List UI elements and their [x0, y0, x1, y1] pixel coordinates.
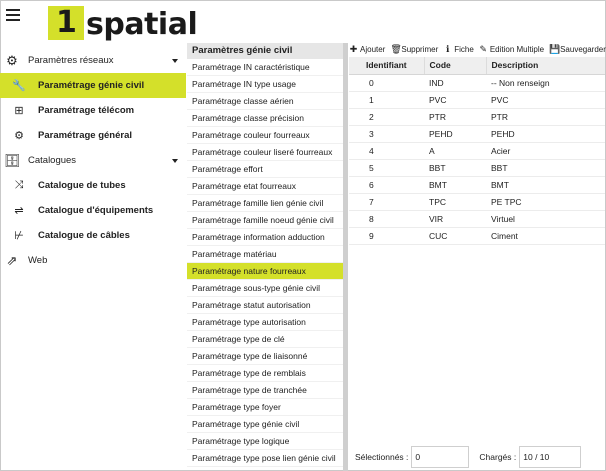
column-header-selector: [349, 57, 361, 74]
cell-identifiant: 5: [361, 159, 424, 176]
sitemap-icon: ⊞: [14, 105, 24, 117]
table-row[interactable]: [349, 227, 605, 244]
table-row[interactable]: [349, 159, 605, 176]
sidebar-item-label: Catalogue de câbles: [38, 230, 130, 241]
toolbar-button-label: Sauvegarder: [560, 45, 606, 54]
toolbar-button-label: Ajouter: [360, 45, 386, 54]
parameter-list-item[interactable]: Paramétrage sous-type génie civil: [187, 280, 343, 297]
caret-down-icon[interactable]: [172, 59, 178, 63]
cell-identifiant: 2: [361, 108, 424, 125]
parameter-list: [187, 43, 343, 471]
sidebar-item-4[interactable]: [0, 148, 186, 173]
cell-description: Virtuel: [486, 210, 605, 227]
parameter-list-scrollbar[interactable]: [343, 43, 348, 471]
table-footer: [349, 444, 605, 470]
database-icon: 🗄: [3, 152, 21, 168]
row-selector: [349, 74, 361, 91]
parameter-list-item[interactable]: Paramétrage type génie civil: [187, 416, 343, 433]
cell-code: PVC: [424, 91, 486, 108]
logo: [48, 4, 197, 40]
info-icon: ℹ: [446, 44, 450, 54]
hamburger-menu-icon[interactable]: [6, 9, 20, 21]
row-selector: [349, 193, 361, 210]
table-header-row: [349, 57, 605, 74]
cell-description: BBT: [486, 159, 605, 176]
edition-multiple-button[interactable]: [479, 45, 544, 54]
cell-code: VIR: [424, 210, 486, 227]
parameter-list-item[interactable]: Paramétrage couleur liseré fourreaux: [187, 144, 343, 161]
sidebar-item-label: Paramétrage génie civil: [38, 80, 145, 91]
parameter-list-item[interactable]: Paramétrage effort: [187, 161, 343, 178]
cell-identifiant: 1: [361, 91, 424, 108]
cell-description: PEHD: [486, 125, 605, 142]
table-row[interactable]: [349, 193, 605, 210]
sidebar-item-label: Paramétrage télécom: [38, 105, 135, 116]
toolbar-button-label: Fiche: [454, 45, 474, 54]
parameter-list-item[interactable]: Paramétrage matériau: [187, 246, 343, 263]
sidebar-item-label: Catalogue d'équipements: [38, 205, 154, 216]
toolbar-button-label: Supprimer: [401, 45, 439, 54]
cell-code: A: [424, 142, 486, 159]
sidebar-item-0[interactable]: [0, 48, 186, 73]
selected-count-field[interactable]: [411, 446, 469, 468]
wrench-icon: 🔧: [12, 80, 26, 92]
cell-description: BMT: [486, 176, 605, 193]
parameter-list-item[interactable]: Paramétrage nature fourreaux: [187, 263, 343, 280]
pencil-icon: ✎: [479, 44, 488, 54]
cell-description: PVC: [486, 91, 605, 108]
table-row[interactable]: [349, 125, 605, 142]
cell-identifiant: 3: [361, 125, 424, 142]
cell-identifiant: 9: [361, 227, 424, 244]
loaded-count-label: Chargés :: [479, 452, 517, 462]
caret-down-icon[interactable]: [172, 159, 178, 163]
save-icon: 💾: [549, 44, 561, 54]
sidebar-item-label: Web: [28, 255, 48, 266]
cell-code: TPC: [424, 193, 486, 210]
parameter-list-item[interactable]: Paramétrage etat fourreaux: [187, 178, 343, 195]
cell-code: CUC: [424, 227, 486, 244]
sidebar-item-3[interactable]: [0, 123, 186, 148]
sidebar-item-6[interactable]: [0, 198, 186, 223]
cell-identifiant: 4: [361, 142, 424, 159]
sidebar-item-8[interactable]: [0, 248, 186, 273]
parameter-list-item[interactable]: Paramétrage information adduction: [187, 229, 343, 246]
sidebar-item-label: Catalogue de tubes: [38, 180, 126, 191]
sidebar-item-7[interactable]: [0, 223, 186, 248]
ajouter-button[interactable]: [349, 45, 385, 54]
cell-description: -- Non renseign: [486, 74, 605, 91]
gears-icon: ⚙: [6, 52, 18, 68]
parameter-list-item[interactable]: Paramétrage IN caractéristique: [187, 59, 343, 76]
cell-description: Acier: [486, 142, 605, 159]
parameter-list-item[interactable]: Paramétrage classe précision: [187, 110, 343, 127]
sidebar-item-2[interactable]: [0, 98, 186, 123]
parameter-list-item[interactable]: Paramétrage type autorisation: [187, 314, 343, 331]
sidebar-item-5[interactable]: [0, 173, 186, 198]
logo-word: spatial: [86, 7, 198, 42]
row-selector: [349, 227, 361, 244]
parameter-list-item[interactable]: Paramétrage IN type usage: [187, 76, 343, 93]
plus-icon: ✚: [349, 44, 358, 54]
sidebar-item-1[interactable]: [0, 73, 186, 98]
cell-code: IND: [424, 74, 486, 91]
table-row[interactable]: [349, 142, 605, 159]
row-selector: [349, 108, 361, 125]
cell-identifiant: 7: [361, 193, 424, 210]
parameter-list-item[interactable]: Paramétrage type de clé: [187, 331, 343, 348]
cell-identifiant: 0: [361, 74, 424, 91]
sidebar-item-label: Catalogues: [28, 155, 77, 166]
cell-description: Ciment: [486, 227, 605, 244]
supprimer-button[interactable]: [390, 45, 438, 54]
parameter-list-item[interactable]: Paramétrage statut autorisation: [187, 297, 343, 314]
sauvegarder-button[interactable]: [549, 45, 606, 54]
column-header-identifiant[interactable]: Identifiant: [361, 57, 424, 74]
trash-icon: 🗑: [390, 44, 402, 54]
cell-identifiant: 8: [361, 210, 424, 227]
parameter-list-item[interactable]: Paramétrage type de tranchée: [187, 382, 343, 399]
table-row[interactable]: [349, 91, 605, 108]
row-selector: [349, 91, 361, 108]
scrollbar-thumb[interactable]: [343, 43, 348, 471]
parameter-list-item[interactable]: Paramétrage famille lien génie civil: [187, 195, 343, 212]
row-selector: [349, 159, 361, 176]
sidebar-item-label: Paramétrage général: [38, 130, 132, 141]
row-selector: [349, 142, 361, 159]
parameter-list-item[interactable]: Paramétrage type pose lien génie civil: [187, 450, 343, 467]
table-row[interactable]: [349, 108, 605, 125]
logo-digit: 1: [56, 5, 77, 40]
parameter-list-item[interactable]: Paramétrage type de remblais: [187, 365, 343, 382]
toolbar: [349, 43, 605, 56]
usb-icon: ⇌: [14, 205, 24, 217]
toolbar-button-label: Edition Multiple: [489, 45, 545, 54]
column-header-description[interactable]: Description: [486, 57, 605, 74]
table-row[interactable]: [349, 74, 605, 91]
detail-panel: [349, 43, 605, 470]
table-row[interactable]: [349, 210, 605, 227]
external-link-icon: ⇗: [6, 252, 18, 268]
parameter-list-title: Paramètres génie civil: [187, 43, 343, 59]
parameter-list-item[interactable]: Paramétrage couleur fourreaux: [187, 127, 343, 144]
data-table: [349, 57, 605, 245]
table-row[interactable]: [349, 176, 605, 193]
cell-description: PTR: [486, 108, 605, 125]
sidebar-item-label: Paramètres réseaux: [28, 55, 114, 66]
fiche-button[interactable]: [443, 45, 474, 54]
row-selector: [349, 210, 361, 227]
logo-mark: [48, 6, 84, 40]
row-selector: [349, 125, 361, 142]
parameter-list-item[interactable]: Paramétrage type foyer: [187, 399, 343, 416]
cell-identifiant: 6: [361, 176, 424, 193]
cell-code: BMT: [424, 176, 486, 193]
selected-count-label: Sélectionnés :: [355, 452, 409, 462]
row-selector: [349, 176, 361, 193]
cell-code: PTR: [424, 108, 486, 125]
parameter-list-item[interactable]: Paramétrage type de liaisonné: [187, 348, 343, 365]
parameter-list-item[interactable]: Paramétrage classe aérien: [187, 93, 343, 110]
sidebar-nav: [0, 48, 186, 273]
gear-icon: ⚙: [14, 130, 24, 142]
cell-description: PE TPC: [486, 193, 605, 210]
parameter-list-item[interactable]: Paramétrage type logique: [187, 433, 343, 450]
shuffle-icon: ⤨: [14, 179, 24, 191]
column-header-code[interactable]: Code: [424, 57, 486, 74]
parameter-list-item[interactable]: Paramétrage famille noeud génie civil: [187, 212, 343, 229]
loaded-count-field[interactable]: [519, 446, 581, 468]
cable-icon: ⊬: [14, 230, 24, 242]
cell-code: BBT: [424, 159, 486, 176]
cell-code: PEHD: [424, 125, 486, 142]
